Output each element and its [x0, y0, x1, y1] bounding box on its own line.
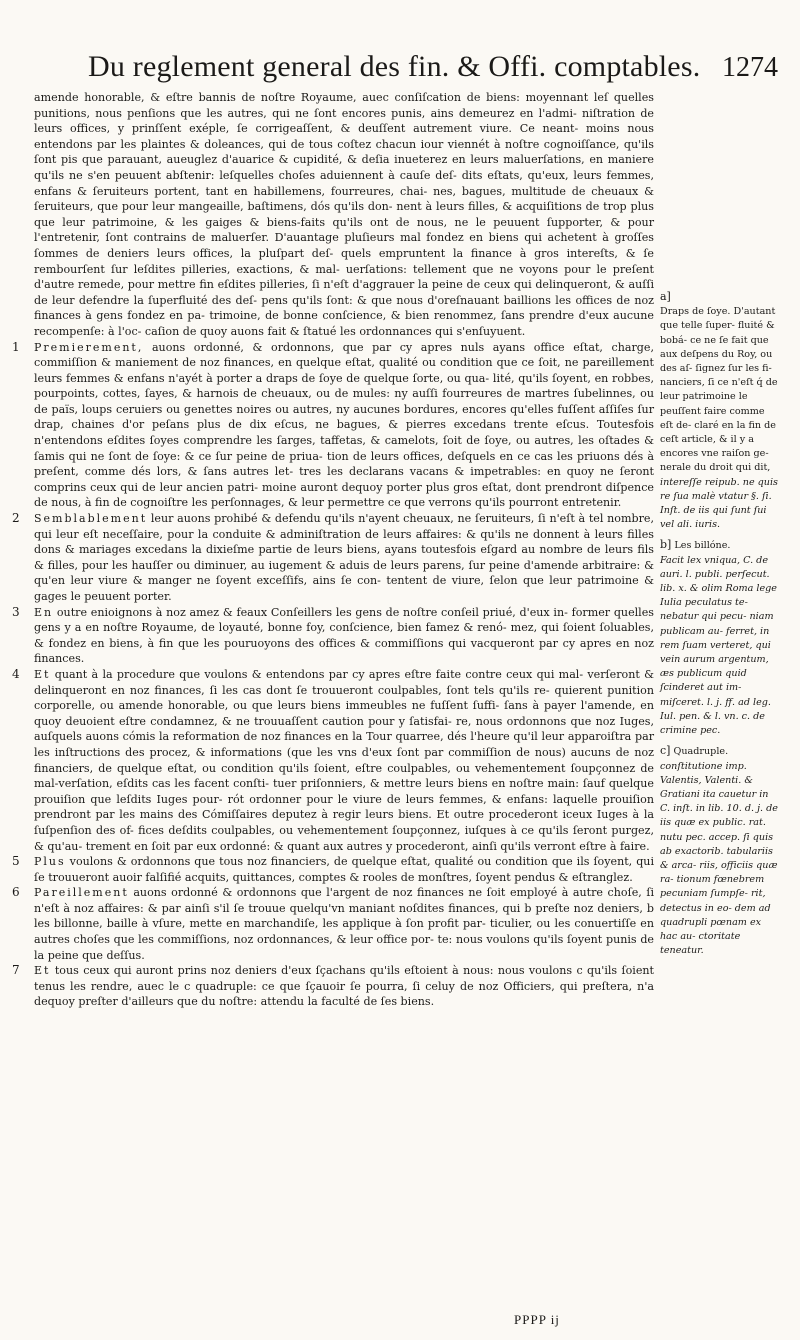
margin-note-a: [660, 290, 780, 532]
article-3: [12, 604, 654, 667]
article-7: [12, 963, 655, 1010]
article-lead: Premierement,: [34, 340, 144, 354]
article-5: [12, 854, 654, 885]
margin-note-c: [660, 744, 780, 958]
article-number: 3: [12, 604, 20, 619]
margin-note-b: [660, 538, 780, 738]
article-lead: Plus: [34, 855, 66, 869]
note-label: b]: [660, 538, 672, 552]
running-header: [88, 44, 778, 86]
article-lead: En: [34, 605, 54, 619]
note-label: c]: [660, 744, 671, 758]
signature-mark: PPPP ij: [514, 1312, 560, 1327]
article-number: 1: [12, 339, 20, 354]
article-2: [12, 511, 654, 605]
article-text: leur auons prohibé & defendu qu'ils n'ayent cheuaux, ne ſeruiteurs, ſi n'eſt à tel nombre, qui leur eſt neceſſaire, pour la conduite & adminiſtration de leurs affaires: & qu'ils ne donnent à leurs filles dons & mariages excedans la dixieſme partie de leurs biens, ayans toutesfois eſgard au nombre de leurs fils & filles, pour les hauſſer ou diminuer, au iugement & aduis de leurs parens, ſur peine d'amende arbitraire: & qu'en leur viure & manger ne ſoyent exceſſifs, ains ſe con- tentent de viure, ſelon que leur patrimoine & gages le peuuent porter.: [34, 512, 654, 603]
note-label: a]: [660, 290, 671, 303]
article-lead: Et: [34, 964, 51, 978]
note-text: Quadruple.: [673, 746, 729, 758]
note-latin: conſtitutione imp. Valentis, Valenti. & Gratiani ita cauetur in C. inſt. in lib. 10. d. j. de iis quæ ex public. rat. nutu pec. accep. ſi quis ab exactorib. tabulariis & arca- riis, officiis quæ ra- tionum fœnebrem pecuniam ſumpſe- rit, detectus in eo- dem ad quadrupli pœnam ex hac au- ctoritate teneatur.: [660, 760, 778, 957]
article-1: [12, 339, 654, 512]
article-4: [12, 666, 654, 854]
article-number: 7: [12, 963, 20, 978]
article-number: 5: [12, 854, 20, 869]
page-number: 1274: [722, 52, 778, 83]
note-text: Draps de ſoye. D'autant que telle ſuper- fluité & bobá- ce ne ſe fait que aux deſpens du Roy, ou des aſ- ſignez ſur les fi- nanciers, ſi ce n'eſt q́ de leur patrimoine le peuſſent faire comme eſt de- claré en la fin de ceſt article, & il y a encores vne raiſon ge- nerale du droit qui dit,: [660, 306, 778, 474]
article-number: 4: [12, 666, 20, 681]
note-text: Les billóne.: [674, 540, 731, 552]
intro-paragraph: amende honorable, & eſtre bannis de noſtre Royaume, auec conſiſcation de biens: moyennant leſ quelles punitions, nous penſions que les autres, qui ne ſont encores punis, ains demeurez en l'admi- niſtration de leurs offices, y prinſſent exéple, ſe corrigeaſſent, & deuſſent autrement viure. Ce neant- moins nous entendons par les plaintes & doleances, qui de tous coſtez chacun iour viennét à noſtre cognoiſſance, qu'ils ſont pis que parauant, aueuglez d'auarice & cupidité, & deſia inueterez en leurs maluerſations, en maniere qu'ils ne s'en peuuent abſtenir: leſquelles choſes aduiennent à cauſe deſ- dits eſtats, qu'eux, leurs femmes, enfans & ſeruiteurs portent, tant en habillemens, fourreures, chai- nes, bagues, multitude de cheuaux & ſeruiteurs, que pour leur mangeaille, baſtimens, dós qu'ils don- nent à leurs filles, & acquiſitions de trop plus que leur patrimoine, & les gaiges & biens-faits qu'ils ont de nous, ne le peuuent ſupporter, & pour l'entretenir, ſont contrains de maluerſer. D'auantage pluſieurs mal fondez en biens qui achetent à groſſes ſommes de deniers leurs offices, la pluſpart deſ- quels empruntent la finance à gros intereſts, & ſe rembourſent ſur leſdites pilleries, exactions, & mal- uerſations: tellement que ne voyons pour le preſent d'autre remede, pour mettre fin eſdites pilleries, ſi n'eſt d'aggrauer la peine de ceux qui delinqueront, & auſſi de leur defendre la ſuperfluité des deſ- pens qu'ils ſont: & que nous d'oreſnauant baillions les offices de noz finances à gens fondez en pa- trimoine, de bonne conſcience, & bien renommez, ſans prendre d'eux aucune recompenſe: à l'oc- caſion de quoy auons fait & ſtatué les ordonnances qui s'enſuyuent.: [34, 91, 654, 338]
article-lead: Semblablement: [34, 512, 148, 526]
article-number: 6: [12, 885, 20, 900]
article-text: tous ceux qui auront prins noz deniers d'eux ſçachans qu'ils eſtoient à nous: nous voulons c qu'ils ſoient tenus les rendre, auec le c quadruple: ce que ſçauoir ſe pourra, ſi celuy de noz Officiers, qui preſtera, n'a dequoy preſter d'ailleurs que du noſtre: attendu la faculté de ſes biens.: [34, 964, 655, 1009]
article-lead: Pareillement: [34, 886, 129, 900]
article-number: 2: [12, 511, 20, 526]
article-text: auons ordonné & ordonnons que l'argent de noz finances ne ſoit employé à autre choſe, ſi n'eſt à noz affaires: & par ainſi s'il ſe trouue quelqu'vn maniant noſdites finances, qui b preſte noz deniers, b les billonne, baille à vſure, mette en marchandiſe, les applique à ſon profit par- ticulier, ou les conuertiſſe en autres choſes que les commiſſions, noz ordonnances, & leur office por- te: nous voulons qu'ils ſoyent punis de la peine que deſſus.: [34, 886, 654, 962]
article-text: outre enioignons à noz amez & feaux Conſeillers les gens de noſtre conſeil priué, d'eux in- former quelles gens y a en noſtre Royaume, de loyauté, bonne foy, conſcience, bien famez & renó- mez, qui ſoient ſoluables, & fondez en biens, à fin que les pouruoyons des offices & commiſſions qui vacqueront par cy apres en noz finances.: [34, 605, 654, 666]
main-text: [12, 90, 655, 1010]
note-latin: intereſſe reipub. ne quis re ſua malè vtatur §. ſi. Inſt. de iis qui ſunt ſui vel ali. iuris.: [660, 476, 778, 531]
article-text: quant à la procedure que voulons & entendons par cy apres eſtre faite contre ceux qui mal- verſeront & delinqueront en noz finances, ſi les cas dont ſe trouueront coulpables, ſont tels qu'ils re- quierent punition corporelle, ou amende honorable, ou que leurs biens immeubles ne fuſſent ſuffi- ſans à payer l'amende, en quoy deuoient eſtre condamnez, & ne trouuaſſent caution pour y ſatisfai- re, nous ordonnons que noz Iuges, auſquels auons cómis la reformation de noz finances en la Tour quarree, dés l'heure qu'il leur apparoiſtra par les inſtructions des procez, & informations (que les vns d'eux ſont par commiſſion de nous) aucuns de noz financiers, de quelque eſtat, ou condition qu'ils ſoient, eſtre coulpables, ou vehementement ſoupçonnez de mal-verſation, eſdits cas les facent conſti- tuer priſonniers, & mettre leurs biens en noſtre main: ſauf quelque prouiſion que leſdits Iuges pour- rót ordonner pour le viure de leurs femmes, & enfans: laquelle prouiſion prendront par les mains des Cómiſſaires deputez à regir leurs biens. Et outre procederont iceux Iuges à la ſuſpenſion des of- fices deſdits coulpables, ou vehementement ſoupçonnez, iuſques à ce qu'ils ſeront purgez, & qu'au- trement en ſoit par eux ordonné: & quant aux autres y procederont, ainſi qu'ils verront eſtre à faire.: [34, 667, 654, 853]
running-title: Du reglement general des fin. & Offi. comptables.: [88, 50, 701, 83]
article-text: auons ordonné, & ordonnons, que par cy apres nuls ayans office eſtat, charge, commiſſion & maniement de noz finances, en quelque eſtat, qualité ou condition que ce ſoit, ne pareillement leurs femmes & enfans n'ayét à porter a draps de ſoye de quelque ſorte, ou qua- lité, qu'ils ſoyent, en robbes, pourpoints, cottes, ſayes, & harnois de cheuaux, ou de mules: ny auſſi fourreures de martres ſubelinnes, ou de païs, loups ceruiers ou genettes noires ou autres, ny aucunes bordures, encores qu'elles fuſſent aſſiſes ſur drap, chaines d'or peſans plus de dix eſcus, ne bagues, & pierres excedans trente eſcus. Toutesfois n'entendons eſdites ſoyes comprendre les ſarges, taffetas, & camelots, ſoit de ſoye, ou autres, les oſtades & ſamis qui ne ſont de ſoye: & ce ſur peine de priua- tion de leurs offices, deſquels en ce cas les priuons dés à preſent, comme dés lors, & ſans autres let- tres les declarans vacans & impetrables: en quoy ne ſeront comprins ceux qui de leur ancien patri- moine auront dequoy porter plus gros eſtat, dont prendront diſpence de nous, à fin de cognoiſtre les perſonnages, & leur permettre ce que verrons qu'ils pourront entretenir.: [34, 340, 654, 510]
article-6: [12, 885, 654, 963]
article-text: voulons & ordonnons que tous noz financiers, de quelque eſtat, qualité ou condition que ils ſoyent, qui ſe trouueront auoir falſifié acquits, quittances, comptes & rooles de monſtres, ſoyent pendus & eſtranglez.: [34, 855, 654, 884]
margin-notes: [660, 290, 780, 964]
note-latin: Facit lex vniqua, C. de auri. l. publi. perſecut. lib. x. & olim Roma lege Iulia peculatus te- nebatur qui pecu- niam publicam au- ferret, in rem ſuam verteret, qui vein aurum argentum, æs publicum quid ſcinderet aut im- miſceret. l. j. ff. ad leg. Iul. pen. & l. vn. c. de crimine pec.: [660, 554, 777, 737]
article-lead: Et: [34, 667, 51, 681]
